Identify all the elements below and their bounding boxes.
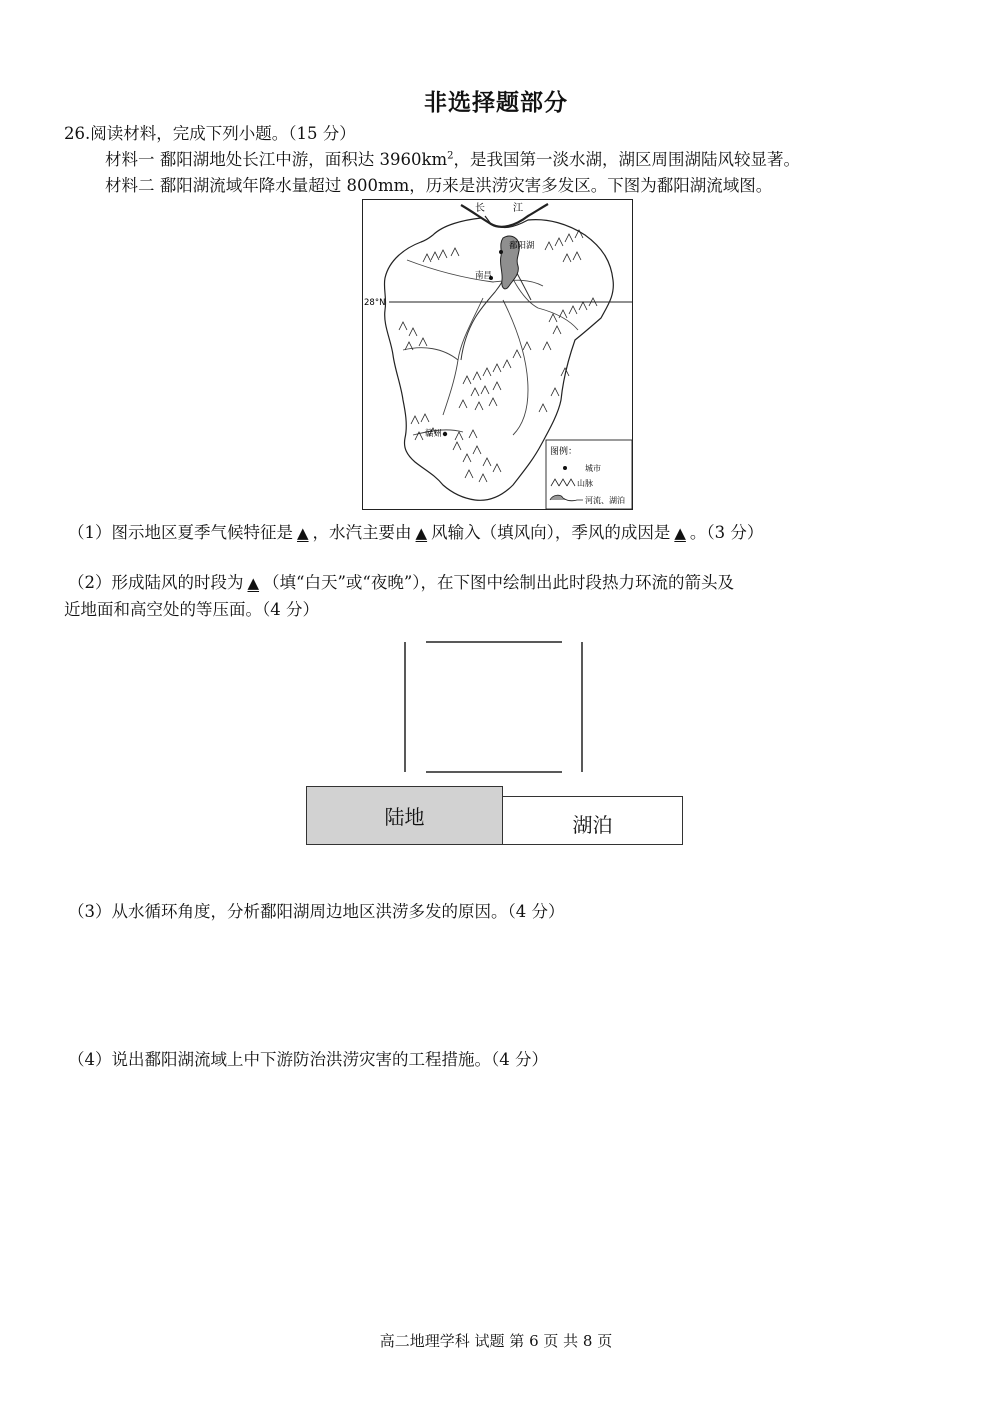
river-label-2: 江 [513, 203, 523, 214]
city-dot-ganzhou [443, 432, 447, 436]
circulation-frame [400, 636, 590, 778]
answer-blank: ▲ [247, 574, 260, 592]
material-two: 材料二 鄱阳湖流域年降水量超过 800mm，历来是洪涝灾害多发区。下图为鄱阳湖流域图。 [105, 176, 773, 195]
q1-text-c: 风输入（填风向），季风的成因是 [431, 523, 671, 542]
page-footer: 高二地理学科 试题 第 6 页 共 8 页 [379, 1332, 613, 1350]
section-title: 非选择题部分 [424, 90, 568, 116]
answer-blank: ▲ [415, 524, 428, 542]
latitude-label: 28°N [364, 298, 386, 308]
legend-city-dot [563, 466, 567, 470]
material-one-superscript: 2 [447, 150, 454, 162]
sub-basin-line-5 [503, 300, 528, 435]
legend-title: 图例： [550, 447, 578, 457]
lake-label: 鄱阳湖 [509, 241, 535, 251]
sub-basin-line-4 [403, 348, 458, 360]
city-dot-poyang [499, 250, 503, 254]
poyang-basin-map [362, 199, 633, 510]
legend-city: 城市 [585, 464, 601, 473]
material-one-text: 材料一 鄱阳湖地处长江中游，面积达 3960km [105, 150, 448, 169]
q1-text-d: 。（3 分） [689, 523, 764, 542]
land-box: 陆地 [306, 786, 503, 845]
city-label-ganzhou: 赣州 [425, 429, 443, 439]
subquestion-4: （4）说出鄱阳湖流域上中下游防治洪涝灾害的工程措施。（4 分） [68, 1050, 548, 1069]
q2-text-b: （填“白天”或“夜晚”），在下图中绘制出此时段热力环流的箭头及 [263, 573, 735, 592]
answer-blank: ▲ [674, 524, 686, 542]
q1-text-b: ，水汽主要由 [312, 523, 412, 542]
legend-mountain: 山脉 [577, 479, 593, 488]
q2-text-a: （2）形成陆风的时段为 [68, 573, 244, 592]
question-stem: 26.阅读材料，完成下列小题。（15 分） [64, 124, 356, 143]
river-label-1: 长 [475, 203, 485, 214]
map-drawing [363, 200, 632, 509]
q1-text-a: （1）图示地区夏季气候特征是 [68, 523, 293, 542]
legend-river: 河流、湖泊 [585, 496, 625, 505]
material-one [105, 146, 800, 170]
material-one-text-end: ，是我国第一淡水湖，湖区周围湖陆风较显著。 [453, 150, 801, 169]
answer-blank: ▲ [297, 524, 309, 542]
subquestion-2-continued: 近地面和高空处的等压面。（4 分） [64, 600, 319, 619]
subquestion-1 [68, 519, 763, 543]
subquestion-2 [68, 569, 734, 593]
lake-box: 湖泊 [502, 796, 683, 845]
subquestion-3: （3）从水循环角度，分析鄱阳湖周边地区洪涝多发的原因。（4 分） [68, 902, 565, 921]
city-label-nanchang: 南昌 [475, 271, 493, 281]
